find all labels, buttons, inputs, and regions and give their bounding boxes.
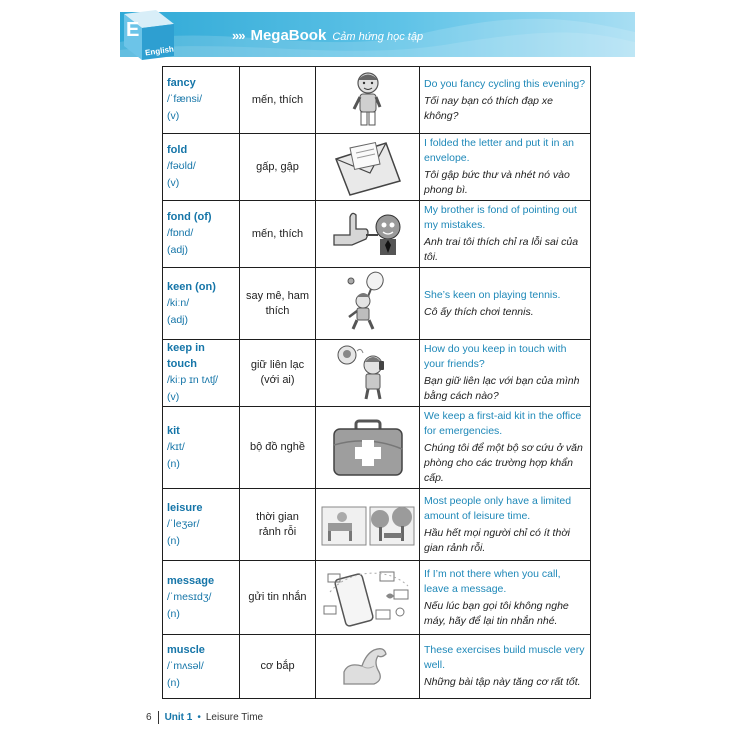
first-aid-kit-icon: [328, 415, 408, 481]
table-row: [163, 201, 591, 268]
word-title: keep in touch: [167, 342, 205, 370]
example-vietnamese: Nếu lúc bạn gọi tôi không nghe máy, hãy để lại tin nhắn nhé.: [424, 599, 569, 627]
smartphone-messages-icon: [320, 566, 416, 630]
word-pos: (v): [167, 391, 180, 403]
word-pos: (n): [167, 607, 180, 620]
brand: [232, 27, 423, 44]
word-cell: [163, 635, 240, 699]
vocabulary-table: [162, 66, 591, 699]
meaning-cell: mến, thích: [240, 67, 316, 134]
word-cell: [163, 561, 240, 635]
meaning-cell: mến, thích: [240, 201, 316, 268]
word-cell: [163, 268, 240, 340]
word-title: fond (of): [167, 211, 212, 223]
footer-divider: [158, 711, 159, 724]
table-row: [163, 134, 591, 201]
word-pos: (v): [167, 177, 180, 189]
example-english: These exercises build muscle very well.: [424, 644, 585, 671]
word-ipa: /ˈfænsi/: [167, 93, 203, 105]
unit-label: Unit 1: [164, 712, 193, 723]
table-row: [163, 268, 591, 340]
word-ipa: /ˈmesɪdʒ/: [167, 590, 212, 603]
park-bench-icon: [320, 499, 416, 551]
meaning-cell: bộ đồ nghề: [240, 407, 316, 489]
table-row: [163, 407, 591, 489]
phone-call-icon: [333, 343, 403, 403]
word-title: keen (on): [167, 280, 216, 293]
example-vietnamese: Bạn giữ liên lạc với bạn của mình bằng cách nào?: [424, 375, 580, 402]
word-cell: [163, 407, 240, 489]
picture-cell: [316, 635, 420, 699]
example-cell: [420, 134, 591, 201]
word-ipa: /kiːn/: [167, 296, 190, 309]
example-english: She’s keen on playing tennis.: [424, 288, 561, 301]
meaning-cell: cơ bắp: [240, 635, 316, 699]
picture-cell: [316, 489, 420, 561]
logo-word: English: [144, 44, 175, 58]
word-ipa: /kɪt/: [167, 440, 185, 453]
picture-cell: [316, 134, 420, 201]
word-cell: [163, 489, 240, 561]
picture-cell: [316, 201, 420, 268]
thumbs-up-icon: [328, 205, 408, 263]
example-cell: [420, 561, 591, 635]
picture-cell: [316, 340, 420, 407]
table-row: [163, 67, 591, 134]
logo-letter: E: [126, 19, 140, 41]
example-cell: [420, 635, 591, 699]
picture-cell: [316, 268, 420, 340]
word-ipa: /fəʊld/: [167, 160, 196, 172]
example-vietnamese: Hầu hết mọi người chỉ có ít thời gian rảnh rỗi.: [424, 526, 570, 554]
word-pos: (n): [167, 676, 180, 689]
unit-title: Leisure Time: [205, 712, 264, 723]
word-ipa: /ˈmʌsəl/: [167, 659, 204, 672]
meaning-cell: gửi tin nhắn: [240, 561, 316, 635]
word-ipa: /fɒnd/: [167, 227, 194, 239]
example-vietnamese: Những bài tập này tăng cơ rất tốt.: [424, 676, 581, 688]
example-cell: [420, 407, 591, 489]
word-ipa: /kiːp ɪn tʌtʃ/: [167, 374, 219, 386]
meaning-cell: say mê, ham thích: [240, 268, 316, 340]
example-english: Do you fancy cycling this evening?: [424, 77, 586, 90]
english-logo: [116, 6, 178, 64]
word-title: message: [167, 574, 215, 587]
example-cell: [420, 268, 591, 340]
word-cell: [163, 201, 240, 268]
example-english: We keep a first-aid kit in the office for emergencies.: [424, 410, 582, 437]
page-footer: [146, 711, 263, 724]
header-band: [120, 12, 635, 57]
boy-icon: [338, 69, 398, 131]
word-pos: (adj): [167, 313, 189, 326]
meaning-cell: gấp, gập: [240, 134, 316, 201]
example-english: My brother is fond of pointing out my mistakes.: [424, 204, 577, 231]
example-english: How do you keep in touch with your friends?: [424, 343, 567, 370]
brand-name: MegaBook: [250, 27, 327, 44]
word-pos: (adj): [167, 244, 189, 256]
word-ipa: /ˈleʒər/: [167, 517, 200, 530]
table-row: [163, 635, 591, 699]
example-cell: [420, 489, 591, 561]
word-pos: (v): [167, 110, 180, 122]
flexed-arm-icon: [338, 644, 398, 690]
word-title: fancy: [167, 77, 196, 89]
word-cell: [163, 340, 240, 407]
example-vietnamese: Tôi gập bức thư và nhét nó vào phong bì.: [424, 169, 570, 196]
word-title: leisure: [167, 501, 203, 514]
example-vietnamese: Tối nay bạn có thích đạp xe không?: [424, 94, 553, 122]
word-title: fold: [167, 144, 188, 156]
example-vietnamese: Anh trai tôi thích chỉ ra lỗi sai của tôi.: [424, 236, 579, 263]
example-vietnamese: Chúng tôi để một bộ sơ cứu ở văn phòng cho các trường hợp khẩn cấp.: [424, 442, 583, 484]
table-row: [163, 489, 591, 561]
example-english: I folded the letter and put it in an envelope.: [424, 137, 575, 164]
example-vietnamese: Cô ấy thích chơi tennis.: [424, 305, 534, 318]
word-cell: [163, 134, 240, 201]
example-cell: [420, 201, 591, 268]
word-pos: (n): [167, 534, 180, 547]
word-title: kit: [167, 424, 180, 437]
example-cell: [420, 67, 591, 134]
picture-cell: [316, 561, 420, 635]
brand-slogan: Cảm hứng học tập: [332, 31, 424, 43]
table-row: [163, 561, 591, 635]
brand-mark-icon: »»: [232, 28, 245, 43]
bullet-icon: •: [197, 712, 201, 723]
word-pos: (n): [167, 457, 180, 470]
table-row: [163, 340, 591, 407]
tennis-girl-icon: [337, 271, 399, 337]
picture-cell: [316, 407, 420, 489]
word-cell: [163, 67, 240, 134]
page-number: 6: [146, 712, 152, 723]
example-english: If I’m not there when you call, leave a message.: [424, 567, 561, 595]
example-cell: [420, 340, 591, 407]
word-title: muscle: [167, 643, 205, 656]
envelope-icon: [330, 137, 406, 197]
example-english: Most people only have a limited amount of leisure time.: [424, 494, 572, 522]
meaning-cell: thời gian rảnh rỗi: [240, 489, 316, 561]
picture-cell: [316, 67, 420, 134]
meaning-cell: giữ liên lạc (với ai): [240, 340, 316, 407]
